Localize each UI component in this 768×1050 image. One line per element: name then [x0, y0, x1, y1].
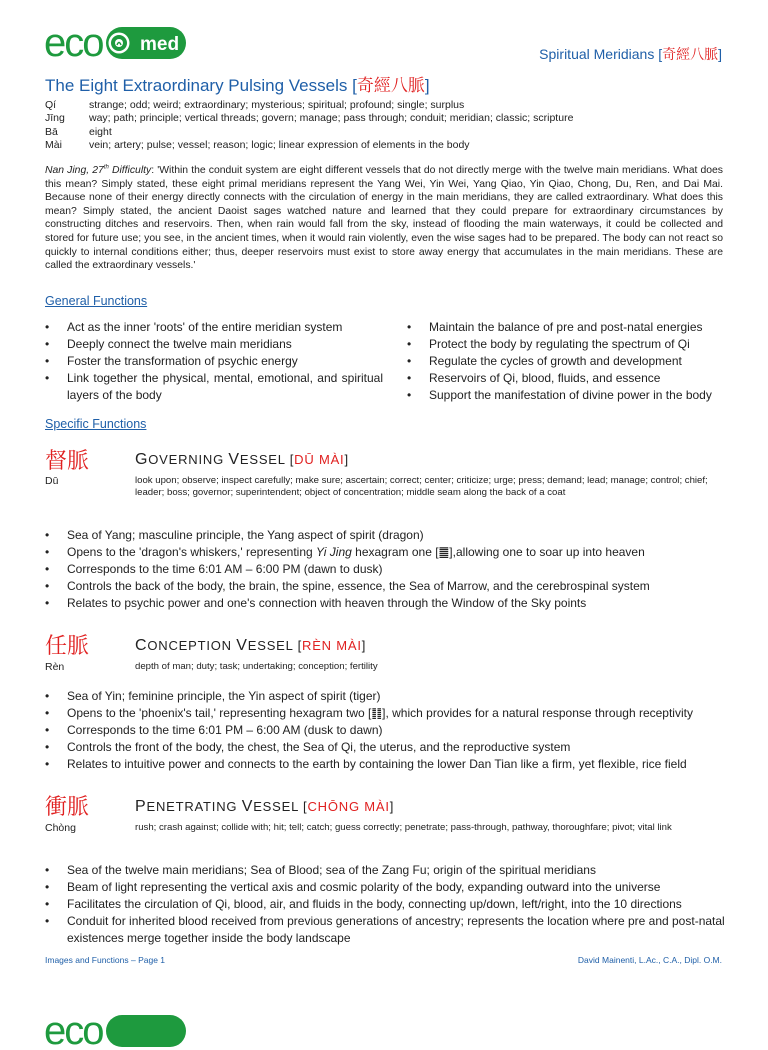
glossary-definition: eight — [89, 125, 112, 138]
glossary-definition: vein; artery; pulse; vessel; reason; logic; linear expression of elements in the body — [89, 138, 470, 151]
page-title-text: The Eight Extraordinary Pulsing Vessels [ — [45, 76, 357, 95]
intro-text: : 'Within the conduit system are eight different vessels that do not directly merge with the twelve main meridians. What does this mean? Simply stated, these eight primal meridians represent the Yang Wei, Yin Wei, Yang Qiao, Yin Qiao, Chong, Du, Ren, and Dai Mai. Because none of their energy directly connects with the circulation of energy in the main meridians, they are called extraordinary. What does this mean? Simply stated, the ancient Daoist sages watched nature and learned that they could prepare for extraordinary circumstances by constructing ditches and reservoirs. Then, when rain would fall from the sky, instead of flooding the main waterways, it could be collected and stored for future use; you see, in the ancient times, when it would rain violently, even the wise sages had to be prepared. The body can not react so quickly to internal conditions either; thus, deeper reservoirs must exist to store away energy that accumulates in the main meridians. These are called the extraordinary vessels.' — [45, 165, 724, 272]
list-item: • Conduit for inherited blood received from previous generations of ancestry; represents the location where pre and post-natal existences merge together inside the body landscape — [45, 913, 725, 947]
running-header — [539, 44, 722, 64]
glossary-term: Jīng — [45, 112, 65, 125]
list-item: • Relates to intuitive power and connects to the earth by containing the lower Dan Tian like a firm, yet flexible, rice field — [45, 756, 725, 773]
running-header-end: ] — [718, 46, 722, 62]
glossary-definition: strange; odd; weird; extraordinary; mysterious; spiritual; profound; single; surplus — [89, 99, 465, 111]
glossary-row — [45, 99, 573, 112]
page-title — [45, 71, 430, 96]
governing-vessel-cjk: 督脈 — [45, 449, 90, 474]
list-item: • Regulate the cycles of growth and development — [407, 353, 727, 370]
penetrating-vessel-cjk: 衝脈 — [45, 795, 90, 820]
list-item: • Maintain the balance of pre and post-natal energies — [407, 319, 727, 336]
glossary — [45, 99, 573, 152]
glossary-row — [45, 139, 573, 152]
list-item: • Reservoirs of Qi, blood, fluids, and essence — [407, 370, 727, 387]
conception-vessel-title: CONCEPTION VESSEL [RÈN MÀI] — [135, 637, 367, 654]
list-item: • Corresponds to the time 6:01 AM – 6:00 PM (dawn to dusk) — [45, 561, 725, 578]
glossary-row — [45, 126, 573, 139]
list-item: • Opens to the 'phoenix's tail,' representing hexagram two [䷁], which provides for a natural response through receptivity — [45, 705, 725, 722]
intro-source: Nan Jing, 27th Difficulty — [45, 164, 152, 176]
governing-vessel-pinyin: Dū — [45, 475, 59, 487]
penetrating-vessel-list — [45, 862, 725, 947]
list-item: • Act as the inner 'roots' of the entire meridian system — [45, 319, 383, 336]
list-item: • Protect the body by regulating the spectrum of Qi — [407, 336, 727, 353]
page-title-end: ] — [424, 76, 430, 95]
glossary-term: Bā — [45, 125, 58, 138]
penetrating-vessel-title: PENETRATING VESSEL [CHŌNG MÀI] — [135, 798, 395, 815]
ecomed-logo-next-page — [44, 1012, 188, 1050]
list-item: • Sea of Yin; feminine principle, the Yin aspect of spirit (tiger) — [45, 688, 725, 705]
intro-paragraph — [45, 164, 723, 273]
governing-vessel-definition: look upon; observe; inspect carefully; make sure; ascertain; correct; center; criticize; urge; press; demand; lead; manage; control; chief; leader; boss; governor; superintendent; object of concentration; middle seam along the back of a coat — [135, 475, 708, 498]
list-item: • Support the manifestation of divine power in the body — [407, 387, 727, 404]
list-item: • Sea of Yang; masculine principle, the Yang aspect of spirit (dragon) — [45, 527, 725, 544]
general-functions-left-list — [45, 319, 383, 404]
list-item: • Foster the transformation of psychic energy — [45, 353, 383, 370]
penetrating-vessel-pinyin: Chòng — [45, 822, 76, 834]
logo-sub-text: med — [140, 34, 180, 55]
running-header-text: Spiritual Meridians [ — [539, 46, 663, 62]
footer-author: David Mainenti, L.Ac., C.A., Dipl. O.M. — [577, 955, 722, 965]
glossary-term: Qí — [45, 99, 57, 111]
list-item: • Beam of light representing the vertical axis and cosmic polarity of the body, expanding outward into the universe — [45, 879, 725, 896]
list-item: • Link together the physical, mental, emotional, and spiritual layers of the body — [45, 370, 383, 404]
glossary-row — [45, 112, 573, 125]
svg-text:eco: eco — [44, 1012, 103, 1050]
conception-vessel-cjk: 任脈 — [45, 634, 90, 659]
ecomed-logo — [44, 24, 188, 62]
glossary-term: Mài — [45, 138, 62, 151]
logo-text: eco — [44, 24, 103, 62]
governing-vessel-title: GOVERNING VESSEL [DŪ MÀI] — [135, 451, 349, 468]
glossary-definition: way; path; principle; vertical threads; govern; manage; pass through; conduit; meridian; classic; scripture — [89, 112, 574, 125]
list-item: • Sea of the twelve main meridians; Sea of Blood; sea of the Zang Fu; origin of the spiritual meridians — [45, 862, 725, 879]
conception-vessel-definition: depth of man; duty; task; undertaking; conception; fertility — [135, 661, 378, 672]
penetrating-vessel-definition: rush; crash against; collide with; hit; tell; catch; guess correctly; penetrate; pass-through, pathway, thoroughfare; pivot; vital link — [135, 822, 672, 833]
footer-page-label: Images and Functions – Page 1 — [45, 955, 166, 965]
general-functions-right-list — [407, 319, 727, 404]
specific-functions-heading[interactable]: Specific Functions — [45, 417, 147, 431]
page-title-cjk: 奇經八脈 — [356, 76, 425, 95]
list-item: • Relates to psychic power and one's connection with heaven through the Window of the Sky points — [45, 595, 725, 612]
governing-vessel-list — [45, 527, 725, 612]
conception-vessel-pinyin: Rèn — [45, 661, 65, 673]
general-functions-heading[interactable]: General Functions — [45, 294, 148, 308]
list-item: • Controls the back of the body, the brain, the spine, essence, the Sea of Marrow, and the cerebrospinal system — [45, 578, 725, 595]
list-item: • Controls the front of the body, the chest, the Sea of Qi, the uterus, and the reproductive system — [45, 739, 725, 756]
list-item: • Facilitates the circulation of Qi, blood, air, and fluids in the body, connecting up/down, left/right, into the 10 directions — [45, 896, 725, 913]
conception-vessel-list — [45, 688, 725, 773]
list-item: • Corresponds to the time 6:01 PM – 6:00 AM (dusk to dawn) — [45, 722, 725, 739]
running-header-cjk: 奇經八脈 — [662, 46, 719, 62]
list-item: • Opens to the 'dragon's whiskers,' representing Yi Jing hexagram one [䷀],allowing one to soar up into heaven — [45, 544, 725, 561]
list-item: • Deeply connect the twelve main meridians — [45, 336, 383, 353]
